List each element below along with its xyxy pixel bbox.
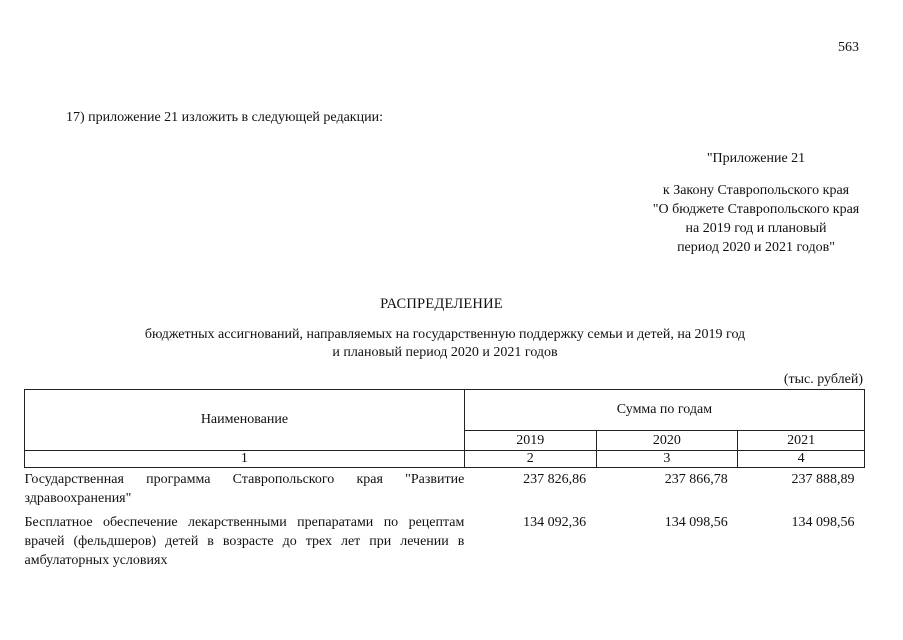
subtitle-line: бюджетных ассигнований, направляемых на государственную поддержку семьи и детей, на 2019 год — [144, 327, 746, 342]
column-number: 3 — [596, 451, 738, 468]
column-number-row — [25, 451, 865, 468]
appendix-line: на 2019 год и плановый — [685, 221, 827, 236]
year-header: 2019 — [464, 431, 596, 451]
table-header-row — [25, 390, 865, 431]
document-title: РАСПРЕДЕЛЕНИЕ — [380, 296, 503, 312]
year-header: 2020 — [596, 431, 738, 451]
header-name: Наименование — [25, 390, 465, 451]
budget-table — [24, 389, 865, 570]
header-sum-by-years: Сумма по годам — [464, 390, 864, 431]
row-value-2019: 237 826,86 — [523, 472, 587, 487]
year-header: 2021 — [738, 431, 865, 451]
table-row — [25, 468, 865, 509]
row-name: Государственная программа Ставропольского края "Развитие здравоохранения" — [24, 472, 465, 506]
row-value-2021: 134 098,56 — [791, 515, 855, 530]
row-value-2021: 237 888,89 — [791, 472, 855, 487]
column-number: 1 — [25, 451, 465, 468]
appendix-line: период 2020 и 2021 годов" — [677, 240, 835, 255]
page-number: 563 — [838, 40, 859, 55]
row-value-2020: 134 098,56 — [664, 515, 728, 530]
appendix-reference — [596, 181, 903, 257]
document-subtitle — [100, 326, 790, 362]
column-number: 4 — [738, 451, 865, 468]
amendment-instruction: 17) приложение 21 изложить в следующей редакции: — [66, 110, 383, 125]
table-row — [25, 508, 865, 570]
appendix-line: "О бюджете Ставропольского края — [652, 202, 860, 217]
units-label: (тыс. рублей) — [783, 372, 863, 387]
row-name: Бесплатное обеспечение лекарственными препаратами по рецептам врачей (фельдшеров) детей в возрасте до трех лет при лечении в амбулаторных условиях — [24, 515, 465, 568]
appendix-line: к Закону Ставропольского края — [662, 183, 850, 198]
column-number: 2 — [464, 451, 596, 468]
appendix-title: "Приложение 21 — [706, 151, 806, 166]
row-value-2019: 134 092,36 — [523, 515, 587, 530]
subtitle-line: и плановый период 2020 и 2021 годов — [332, 345, 558, 360]
row-value-2020: 237 866,78 — [664, 472, 728, 487]
